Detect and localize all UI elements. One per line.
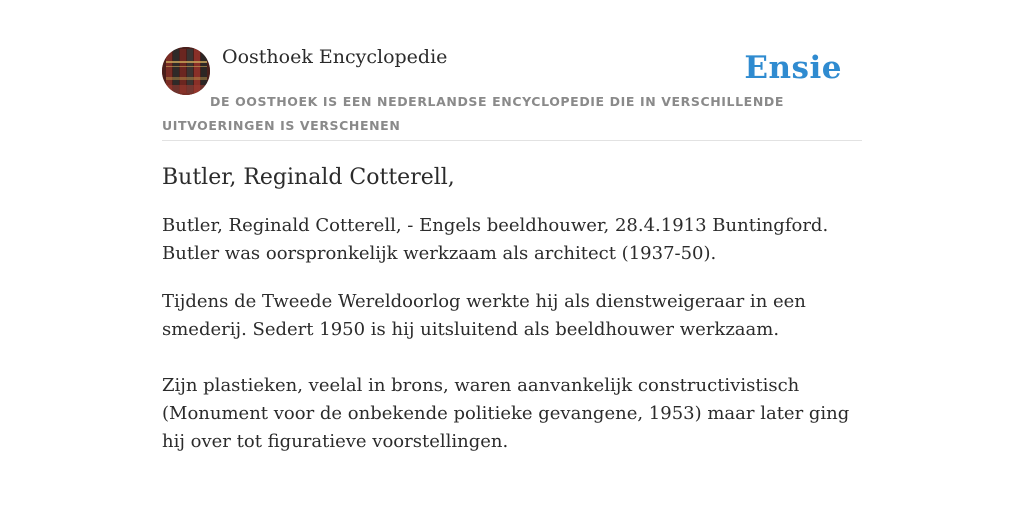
article-paragraph-2: Tijdens de Tweede Wereldoorlog werkte hij als dienstweigeraar in een smederij. Sedert 1950 is hij uitsluitend als beeldhouwer werkzaam. — [162, 291, 806, 340]
article-content — [162, 160, 862, 476]
source-description: DE OOSTHOEK IS EEN NEDERLANDSE ENCYCLOPEDIE DIE IN VERSCHILLENDE UITVOERINGEN IS VERSCHENEN — [162, 94, 784, 133]
ensie-logo[interactable]: Ensie — [744, 50, 842, 86]
source-header — [162, 44, 862, 141]
source-title[interactable]: Oosthoek Encyclopedie — [222, 46, 448, 68]
encyclopedia-avatar[interactable] — [162, 47, 210, 95]
article-paragraph-1: Butler, Reginald Cotterell, - Engels beeldhouwer, 28.4.1913 Buntingford. Butler was oorspronkelijk werkzaam als architect (1937-50). — [162, 215, 829, 264]
article-paragraph-3: Zijn plastieken, veelal in brons, waren aanvankelijk constructivistisch (Monument voor de onbekende politieke gevangene, 1953) maar later ging hij over tot figuratieve voorstellingen. — [162, 375, 850, 452]
book-spines-icon — [162, 47, 210, 95]
article-headword: Butler, Reginald Cotterell, — [162, 165, 455, 190]
